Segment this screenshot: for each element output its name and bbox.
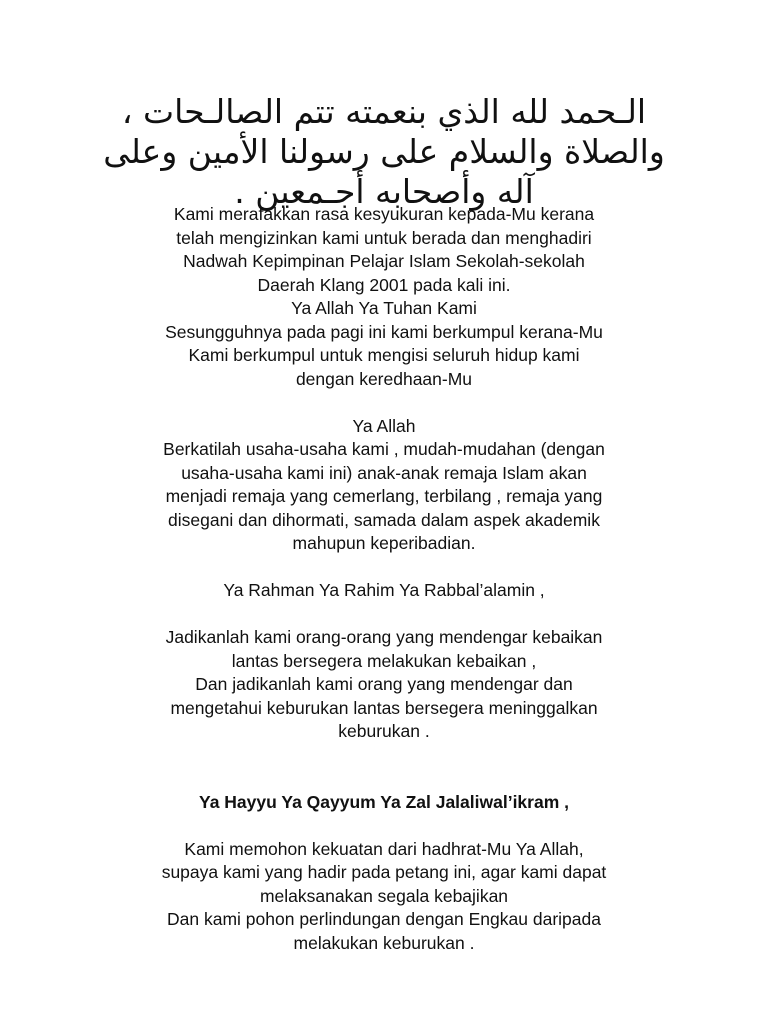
text-line: Jadikanlah kami orang-orang yang mendengar kebaikan xyxy=(165,627,603,647)
text-line: Dan jadikanlah kami orang yang mendengar dan xyxy=(195,674,573,694)
text-line: mahupun keperibadian. xyxy=(292,533,476,553)
paragraph-4 xyxy=(90,626,678,744)
paragraph-3 xyxy=(90,579,678,603)
paragraph-gap xyxy=(90,814,678,838)
text-line: keburukan . xyxy=(338,721,430,741)
text-line: telah mengizinkan kami untuk berada dan menghadiri xyxy=(176,227,592,248)
paragraph-gap xyxy=(90,603,678,627)
text-line: Ya Allah xyxy=(352,415,416,436)
arabic-opening xyxy=(90,92,678,212)
paragraph-2 xyxy=(90,415,678,556)
text-line: Daerah Klang 2001 pada kali ini. xyxy=(257,274,511,295)
paragraph-1 xyxy=(90,203,678,391)
text-line: Sesungguhnya pada pagi ini kami berkumpul kerana-Mu xyxy=(165,321,603,342)
text-line: Nadwah Kepimpinan Pelajar Islam Sekolah-sekolah xyxy=(183,251,585,271)
text-line: disegani dan dihormati, samada dalam aspek akademik xyxy=(168,509,600,530)
paragraph-6 xyxy=(90,838,678,956)
arabic-line: والصلاة والسلام على رسولنا الأمين وعلى xyxy=(103,132,665,171)
arabic-line: آله وأصحابه أجـمعين . xyxy=(234,172,534,211)
text-line: Berkatilah usaha-usaha kami , mudah-mudahan (dengan xyxy=(163,439,605,459)
paragraph-gap xyxy=(90,391,678,415)
text-line: mengetahui keburukan lantas bersegera meninggalkan xyxy=(170,697,598,718)
text-line: dengan keredhaan-Mu xyxy=(295,368,473,389)
text-line: Kami memohon kekuatan dari hadhrat-Mu Ya Allah, xyxy=(184,838,584,859)
text-line: lantas bersegera melakukan kebaikan , xyxy=(231,650,537,671)
paragraph-5 xyxy=(90,791,678,815)
text-line: Dan kami pohon perlindungan dengan Engkau daripada xyxy=(167,909,601,929)
text-line: menjadi remaja yang cemerlang, terbilang , remaja yang xyxy=(165,486,603,506)
text-line: supaya kami yang hadir pada petang ini, agar kami dapat xyxy=(161,862,607,882)
bold-heading-line: Ya Hayyu Ya Qayyum Ya Zal Jalaliwal’ikram , xyxy=(198,791,569,812)
text-line: Kami merafakkan rasa kesyukuran kepada-Mu kerana xyxy=(173,204,595,224)
document-body xyxy=(90,203,678,955)
paragraph-gap xyxy=(90,744,678,791)
text-line: usaha-usaha kami ini) anak-anak remaja Islam akan xyxy=(181,462,587,483)
text-line: Kami berkumpul untuk mengisi seluruh hidup kami xyxy=(188,345,580,365)
paragraph-gap xyxy=(90,556,678,580)
text-line: Ya Allah Ya Tuhan Kami xyxy=(291,298,477,318)
text-line: melaksanakan segala kebajikan xyxy=(259,885,509,906)
text-line: melakukan keburukan . xyxy=(293,932,475,953)
text-line: Ya Rahman Ya Rahim Ya Rabbal’alamin , xyxy=(223,580,545,600)
arabic-line: الـحمد لله الذي بنعمته تتم الصالـحات ، xyxy=(121,92,647,131)
